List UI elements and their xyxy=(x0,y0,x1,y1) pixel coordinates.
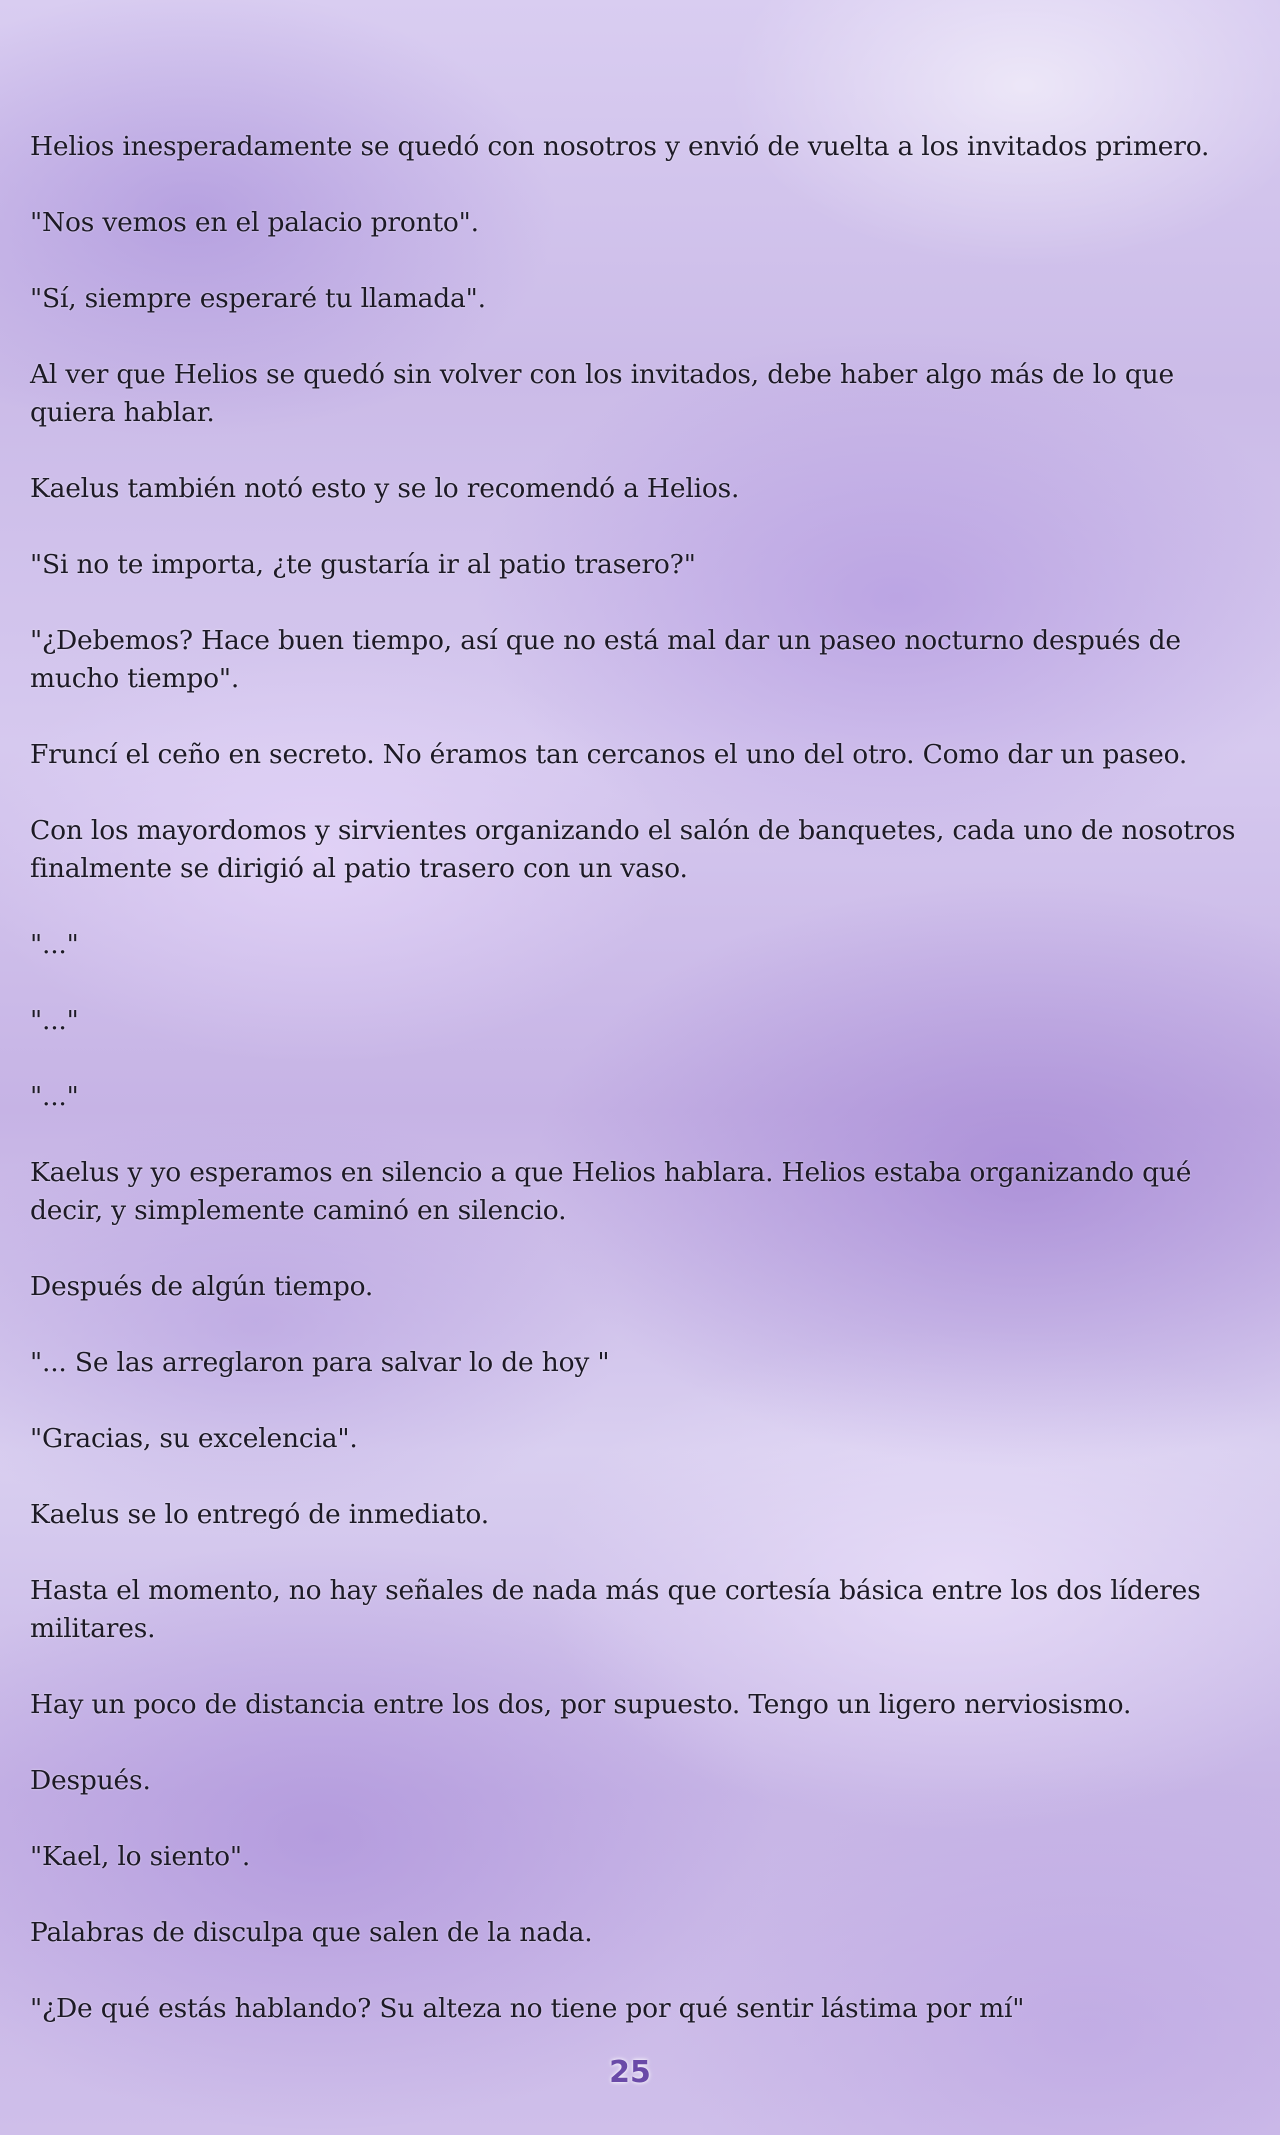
paragraph: Kaelus también notó esto y se lo recomendó a Helios. xyxy=(30,473,740,504)
paragraph: Con los mayordomos y sirvientes organizando el salón de banquetes, cada uno de nosotros finalmente se dirigió al patio trasero con un vaso. xyxy=(30,815,1236,884)
page-number: 25 xyxy=(609,2055,651,2090)
paragraph: Hasta el momento, no hay señales de nada más que cortesía básica entre los dos líderes militares. xyxy=(30,1575,1201,1644)
paragraph: "Gracias, su excelencia". xyxy=(30,1423,358,1454)
paragraph: "¿Debemos? Hace buen tiempo, así que no está mal dar un paseo nocturno después de mucho tiempo". xyxy=(30,625,1181,694)
paragraph: Fruncí el ceño en secreto. No éramos tan cercanos el uno del otro. Como dar un paseo. xyxy=(30,739,1188,770)
paragraph: "Kael, lo siento". xyxy=(30,1841,251,1872)
paragraph: "..." xyxy=(30,1081,79,1112)
paragraph: Kaelus y yo esperamos en silencio a que Helios hablara. Helios estaba organizando qué decir, y simplemente caminó en silencio. xyxy=(30,1157,1192,1226)
paragraph: Al ver que Helios se quedó sin volver con los invitados, debe haber algo más de lo que quiera hablar. xyxy=(30,359,1174,428)
paragraph: Después de algún tiempo. xyxy=(30,1271,374,1302)
paragraph: "Sí, siempre esperaré tu llamada". xyxy=(30,283,486,314)
paragraph: Hay un poco de distancia entre los dos, por supuesto. Tengo un ligero nerviosismo. xyxy=(30,1689,1132,1720)
paragraph: "... Se las arreglaron para salvar lo de hoy " xyxy=(30,1347,610,1378)
paragraph: Después. xyxy=(30,1765,151,1796)
paragraph: "..." xyxy=(30,929,79,960)
paragraph: Helios inesperadamente se quedó con nosotros y envió de vuelta a los invitados primero. xyxy=(30,131,1210,162)
paragraph: "Si no te importa, ¿te gustaría ir al patio trasero?" xyxy=(30,549,696,580)
document-body xyxy=(30,128,1250,2066)
paragraph: "..." xyxy=(30,1005,79,1036)
paragraph: "¿De qué estás hablando? Su alteza no tiene por qué sentir lástima por mí" xyxy=(30,1993,1025,2024)
paragraph: Kaelus se lo entregó de inmediato. xyxy=(30,1499,489,1530)
paragraph: "Nos vemos en el palacio pronto". xyxy=(30,207,479,238)
paragraph: Palabras de disculpa que salen de la nada. xyxy=(30,1917,593,1948)
